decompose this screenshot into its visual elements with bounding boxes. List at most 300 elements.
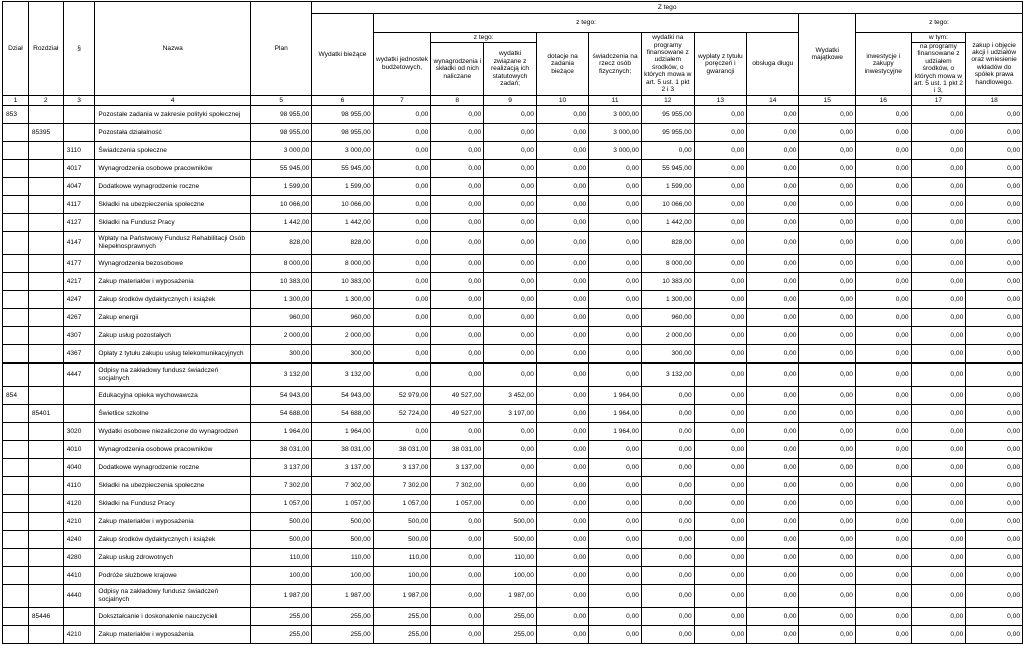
cell-paragraf: 4177 [63,254,95,272]
cell-value: 300,00 [641,344,694,363]
cell-value: 8 000,00 [641,254,694,272]
cell-value: 0,00 [589,231,642,254]
cell-paragraf: 4017 [63,159,95,177]
cell-value: 0,00 [855,548,911,566]
cell-value: 0,00 [966,141,1023,159]
cell-value: 0,00 [911,440,966,458]
cell-value: 0,00 [536,566,588,584]
cell-dzial [3,584,29,607]
cell-value: 0,00 [373,231,431,254]
cell-value: 0,00 [694,530,746,548]
cell-dzial [3,607,29,625]
cell-nazwa: Zakup środków dydaktycznych i książek [95,530,251,548]
cell-value: 0,00 [641,404,694,422]
cell-paragraf: 4447 [63,363,95,387]
cell-value: 0,00 [694,512,746,530]
cell-value: 0,00 [911,404,966,422]
cell-dzial [3,326,29,344]
cell-paragraf: 4127 [63,213,95,231]
cell-nazwa: Pozostała działalność [95,123,251,141]
cell-value: 0,00 [641,422,694,440]
table-row [3,290,1023,308]
table-row [3,476,1023,494]
cell-value: 0,00 [799,476,855,494]
cell-value: 0,00 [589,213,642,231]
cell-rozdzial [28,159,63,177]
cell-value: 0,00 [911,141,966,159]
cell-value: 0,00 [855,512,911,530]
cell-value: 0,00 [966,548,1023,566]
cell-value: 0,00 [536,344,588,363]
cell-value: 0,00 [966,231,1023,254]
cell-value: 0,00 [431,231,484,254]
cell-value: 0,00 [966,422,1023,440]
cell-value: 0,00 [799,422,855,440]
cell-value: 0,00 [431,290,484,308]
cell-value: 0,00 [694,404,746,422]
cell-value: 0,00 [589,177,642,195]
cell-dzial [3,308,29,326]
cell-value: 0,00 [373,123,431,141]
cell-value: 55 945,00 [312,159,373,177]
cell-value: 0,00 [855,458,911,476]
cell-value: 8 000,00 [251,254,312,272]
cell-value: 0,00 [536,159,588,177]
cell-value: 1 057,00 [312,494,373,512]
cell-value: 0,00 [855,566,911,584]
cell-dzial [3,141,29,159]
cell-value: 0,00 [799,607,855,625]
cell-value: 0,00 [694,177,746,195]
cell-value: 0,00 [694,159,746,177]
cell-value: 0,00 [536,272,588,290]
cell-value: 0,00 [589,344,642,363]
cell-value: 0,00 [911,326,966,344]
cell-value: 0,00 [431,123,484,141]
cell-paragraf [63,386,95,404]
cell-dzial [3,231,29,254]
cell-value: 0,00 [694,213,746,231]
cell-value: 0,00 [536,625,588,643]
cell-value: 1 964,00 [589,422,642,440]
header-wydatki-jednostek: wydatki jednostek budżetowych, [373,33,431,96]
table-header [3,2,1023,106]
cell-rozdzial: 85401 [28,404,63,422]
cell-value: 1 057,00 [431,494,484,512]
cell-value: 0,00 [747,105,799,123]
cell-value: 1 964,00 [589,404,642,422]
cell-value: 0,00 [855,625,911,643]
cell-value: 100,00 [373,566,431,584]
cell-value: 0,00 [536,386,588,404]
cell-nazwa: Świetlice szkolne [95,404,251,422]
cell-nazwa: Odpisy na zakładowy fundusz świadczeń socjalnych [95,363,251,387]
header-programy-maj: na programy finansowane z udziałem środków, o których mowa w art. 5 ust. 1 pkt 2 i 3, [911,43,966,96]
cell-value: 0,00 [641,386,694,404]
cell-value: 0,00 [855,195,911,213]
cell-nazwa: Zakup środków dydaktycznych i książek [95,290,251,308]
column-number-row [3,95,1023,105]
cell-value: 0,00 [694,141,746,159]
cell-value: 0,00 [855,404,911,422]
cell-value: 0,00 [694,308,746,326]
cell-value: 0,00 [747,494,799,512]
cell-value: 500,00 [312,512,373,530]
cell-value: 0,00 [799,326,855,344]
cell-value: 0,00 [641,607,694,625]
cell-value: 100,00 [484,566,537,584]
cell-value: 0,00 [855,105,911,123]
cell-value: 0,00 [641,141,694,159]
cell-value: 110,00 [484,548,537,566]
cell-value: 0,00 [799,584,855,607]
cell-rozdzial [28,548,63,566]
table-row [3,548,1023,566]
header-dzial: Dział [3,2,29,96]
table-row [3,195,1023,213]
cell-rozdzial [28,213,63,231]
cell-value: 960,00 [312,308,373,326]
cell-value: 7 302,00 [431,476,484,494]
cell-rozdzial [28,141,63,159]
cell-value: 0,00 [911,344,966,363]
cell-dzial [3,290,29,308]
cell-nazwa: Zakup usług pozostałych [95,326,251,344]
cell-value: 0,00 [966,566,1023,584]
cell-value: 0,00 [799,494,855,512]
cell-value: 0,00 [536,512,588,530]
cell-value: 0,00 [431,512,484,530]
cell-value: 0,00 [373,159,431,177]
cell-value: 8 000,00 [312,254,373,272]
table-row [3,440,1023,458]
cell-value: 1 057,00 [251,494,312,512]
cell-value: 0,00 [484,344,537,363]
cell-value: 0,00 [799,231,855,254]
cell-value: 0,00 [373,290,431,308]
cell-value: 0,00 [373,213,431,231]
cell-value: 0,00 [911,177,966,195]
cell-value: 0,00 [966,195,1023,213]
cell-value: 0,00 [855,494,911,512]
col-num: 3 [63,95,95,105]
cell-value: 1 442,00 [312,213,373,231]
cell-value: 0,00 [694,386,746,404]
cell-value: 0,00 [799,566,855,584]
cell-value: 255,00 [251,625,312,643]
cell-rozdzial [28,566,63,584]
cell-value: 0,00 [431,566,484,584]
cell-value: 1 964,00 [312,422,373,440]
cell-nazwa: Dokształcanie i doskonalenie nauczycieli [95,607,251,625]
table-row [3,272,1023,290]
cell-value: 49 527,00 [431,404,484,422]
cell-value: 38 031,00 [312,440,373,458]
cell-value: 55 945,00 [641,159,694,177]
cell-value: 2 000,00 [312,326,373,344]
cell-paragraf [63,105,95,123]
cell-value: 0,00 [641,512,694,530]
col-num: 2 [28,95,63,105]
cell-value: 0,00 [747,584,799,607]
cell-value: 0,00 [799,625,855,643]
cell-value: 0,00 [373,272,431,290]
cell-dzial [3,512,29,530]
table-row [3,344,1023,363]
cell-value: 0,00 [694,195,746,213]
cell-dzial [3,272,29,290]
cell-nazwa: Wpłaty na Państwowy Fundusz Rehabilitacji Osób Niepełnosprawnych [95,231,251,254]
cell-value: 49 527,00 [431,386,484,404]
cell-value: 0,00 [589,566,642,584]
cell-value: 0,00 [484,440,537,458]
cell-dzial [3,625,29,643]
cell-value: 0,00 [536,141,588,159]
cell-rozdzial [28,105,63,123]
cell-value: 0,00 [641,566,694,584]
cell-value: 828,00 [251,231,312,254]
cell-nazwa: Świadczenia społeczne [95,141,251,159]
cell-value: 0,00 [966,607,1023,625]
col-num: 17 [911,95,966,105]
cell-value: 828,00 [312,231,373,254]
cell-value: 1 057,00 [373,494,431,512]
cell-value: 300,00 [251,344,312,363]
cell-value: 0,00 [431,177,484,195]
cell-value: 255,00 [312,607,373,625]
cell-dzial [3,494,29,512]
cell-value: 0,00 [536,440,588,458]
cell-value: 0,00 [747,254,799,272]
cell-value: 1 964,00 [251,422,312,440]
cell-value: 0,00 [799,272,855,290]
cell-value: 0,00 [431,344,484,363]
cell-value: 0,00 [966,254,1023,272]
cell-dzial [3,422,29,440]
cell-value: 1 442,00 [641,213,694,231]
cell-value: 100,00 [251,566,312,584]
cell-value: 0,00 [373,344,431,363]
cell-value: 1 964,00 [589,386,642,404]
header-wydatki-majatkowe: Wydatki majątkowe [799,14,855,96]
cell-value: 1 987,00 [251,584,312,607]
table-row [3,308,1023,326]
cell-value: 0,00 [966,177,1023,195]
cell-value: 0,00 [641,458,694,476]
cell-value: 0,00 [747,308,799,326]
cell-value: 0,00 [536,123,588,141]
cell-value: 95 955,00 [641,105,694,123]
cell-value: 1 987,00 [484,584,537,607]
col-num: 5 [251,95,312,105]
cell-value: 10 383,00 [641,272,694,290]
cell-value: 38 031,00 [431,440,484,458]
cell-value: 0,00 [747,476,799,494]
cell-nazwa: Wynagrodzenia osobowe pracowników [95,159,251,177]
cell-value: 0,00 [536,548,588,566]
cell-value: 0,00 [855,231,911,254]
cell-value: 0,00 [747,344,799,363]
col-num: 12 [641,95,694,105]
cell-value: 0,00 [536,363,588,387]
cell-value: 0,00 [431,584,484,607]
cell-value: 0,00 [911,159,966,177]
cell-value: 0,00 [484,494,537,512]
cell-value: 54 688,00 [251,404,312,422]
cell-value: 0,00 [747,530,799,548]
cell-value: 54 943,00 [312,386,373,404]
cell-value: 0,00 [589,290,642,308]
cell-value: 0,00 [484,458,537,476]
cell-value: 0,00 [373,422,431,440]
cell-dzial [3,177,29,195]
cell-value: 0,00 [855,141,911,159]
cell-value: 0,00 [966,440,1023,458]
cell-value: 0,00 [589,458,642,476]
cell-value: 0,00 [694,344,746,363]
header-dotacje: dotacje na zadania bieżące [536,33,588,96]
cell-value: 0,00 [536,254,588,272]
cell-value: 0,00 [855,213,911,231]
cell-paragraf: 4120 [63,494,95,512]
cell-value: 0,00 [966,476,1023,494]
cell-nazwa: Zakup materiałów i wyposażenia [95,512,251,530]
cell-paragraf: 4367 [63,344,95,363]
cell-paragraf: 4210 [63,512,95,530]
cell-value: 0,00 [747,159,799,177]
cell-paragraf: 4217 [63,272,95,290]
cell-value: 0,00 [536,476,588,494]
cell-value: 0,00 [855,254,911,272]
cell-value: 0,00 [641,548,694,566]
cell-value: 0,00 [966,344,1023,363]
cell-value: 0,00 [431,363,484,387]
cell-value: 1 300,00 [312,290,373,308]
cell-rozdzial [28,231,63,254]
cell-value: 0,00 [589,548,642,566]
cell-value: 0,00 [855,272,911,290]
cell-value: 0,00 [641,440,694,458]
cell-value: 3 000,00 [589,141,642,159]
cell-value: 0,00 [747,213,799,231]
cell-value: 1 599,00 [312,177,373,195]
cell-value: 1 987,00 [312,584,373,607]
cell-value: 98 955,00 [251,105,312,123]
cell-value: 0,00 [484,308,537,326]
cell-value: 0,00 [747,326,799,344]
table-row [3,566,1023,584]
cell-value: 7 302,00 [373,476,431,494]
cell-value: 0,00 [966,213,1023,231]
col-num: 7 [373,95,431,105]
cell-value: 0,00 [911,195,966,213]
cell-value: 0,00 [855,607,911,625]
budget-sheet [2,1,1023,644]
table-row [3,458,1023,476]
cell-value: 0,00 [536,584,588,607]
col-num: 4 [95,95,251,105]
cell-value: 0,00 [589,530,642,548]
cell-value: 0,00 [484,272,537,290]
cell-value: 500,00 [312,530,373,548]
cell-value: 0,00 [855,530,911,548]
cell-value: 0,00 [799,344,855,363]
cell-rozdzial [28,363,63,387]
cell-value: 0,00 [536,458,588,476]
cell-value: 0,00 [641,494,694,512]
cell-paragraf: 3110 [63,141,95,159]
cell-rozdzial [28,494,63,512]
cell-rozdzial [28,422,63,440]
cell-nazwa: Składki na Fundusz Pracy [95,494,251,512]
cell-value: 0,00 [484,195,537,213]
cell-value: 0,00 [911,231,966,254]
cell-dzial [3,159,29,177]
cell-value: 0,00 [431,530,484,548]
cell-value: 0,00 [911,548,966,566]
cell-paragraf: 4280 [63,548,95,566]
cell-paragraf: 4247 [63,290,95,308]
cell-value: 0,00 [694,105,746,123]
cell-value: 95 955,00 [641,123,694,141]
cell-value: 0,00 [431,308,484,326]
cell-value: 0,00 [855,344,911,363]
cell-value: 3 197,00 [484,404,537,422]
cell-value: 0,00 [747,566,799,584]
cell-value: 0,00 [589,195,642,213]
cell-dzial [3,440,29,458]
cell-nazwa: Odpisy na zakładowy fundusz świadczeń socjalnych [95,584,251,607]
cell-value: 500,00 [484,530,537,548]
cell-paragraf: 4267 [63,308,95,326]
cell-value: 0,00 [589,476,642,494]
cell-value: 0,00 [911,308,966,326]
cell-value: 0,00 [747,422,799,440]
cell-value: 0,00 [641,476,694,494]
cell-nazwa: Dodatkowe wynagrodzenie roczne [95,458,251,476]
cell-value: 500,00 [373,530,431,548]
table-row [3,386,1023,404]
header-z-tego-2: z tego: [373,14,799,33]
cell-value: 0,00 [747,386,799,404]
cell-value: 0,00 [536,177,588,195]
col-num: 1 [3,95,29,105]
cell-value: 0,00 [589,625,642,643]
cell-paragraf: 4440 [63,584,95,607]
cell-value: 0,00 [799,363,855,387]
cell-value: 0,00 [589,159,642,177]
cell-value: 1 442,00 [251,213,312,231]
cell-value: 0,00 [536,422,588,440]
cell-value: 0,00 [799,530,855,548]
cell-value: 0,00 [799,195,855,213]
cell-nazwa: Składki na ubezpieczenia społeczne [95,476,251,494]
table-row [3,159,1023,177]
cell-value: 10 383,00 [251,272,312,290]
table-row [3,607,1023,625]
cell-value: 0,00 [911,213,966,231]
cell-value: 0,00 [694,440,746,458]
cell-dzial [3,195,29,213]
cell-value: 0,00 [536,231,588,254]
cell-dzial: 853 [3,105,29,123]
cell-value: 500,00 [251,530,312,548]
cell-value: 255,00 [373,607,431,625]
cell-value: 0,00 [747,141,799,159]
cell-value: 0,00 [589,494,642,512]
cell-dzial [3,213,29,231]
cell-value: 3 000,00 [312,141,373,159]
